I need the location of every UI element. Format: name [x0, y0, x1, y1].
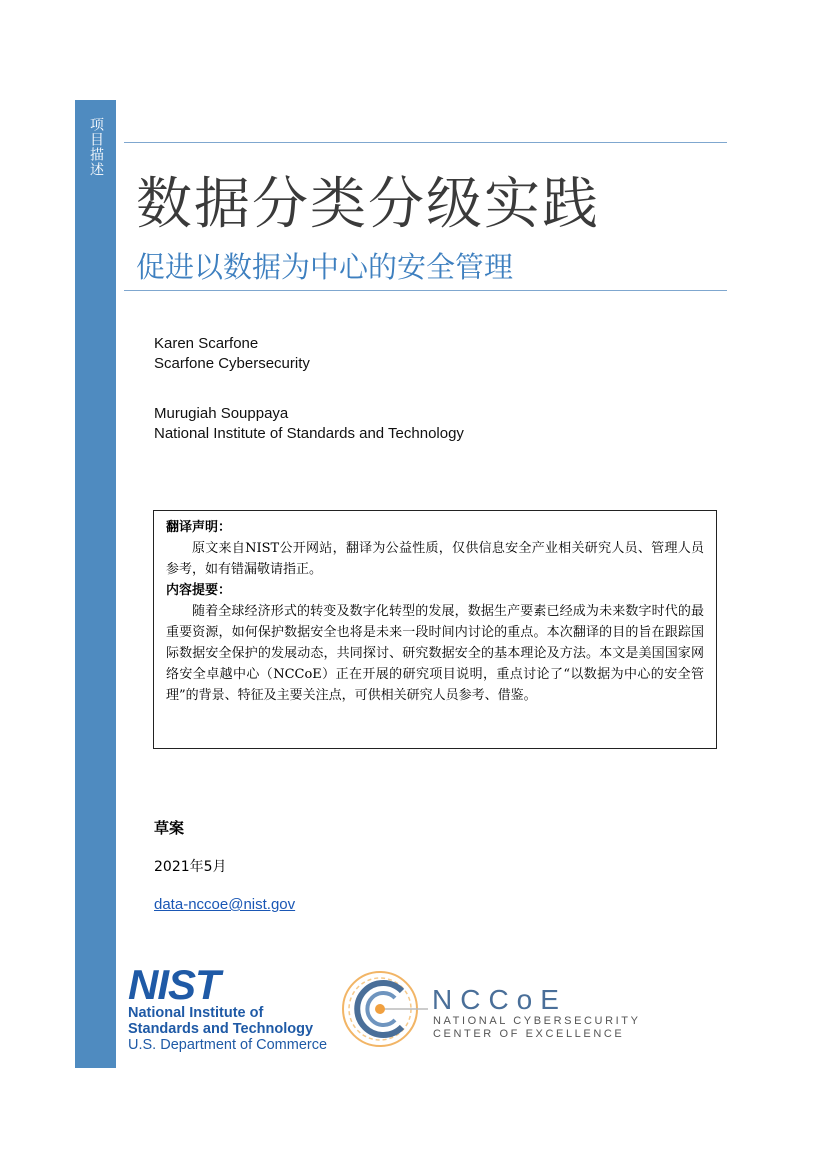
author-affiliation: Scarfone Cybersecurity	[154, 355, 310, 372]
translation-note-box	[153, 510, 717, 749]
author-block-2	[154, 404, 464, 444]
nccoe-emblem-icon	[340, 965, 430, 1055]
nccoe-name-line-2: CENTER OF EXCELLENCE	[433, 1028, 625, 1040]
document-subtitle: 促进以数据为中心的安全管理	[136, 250, 514, 284]
nccoe-name-line-1: NATIONAL CYBERSECURITY	[433, 1015, 641, 1027]
document-title: 数据分类分级实践	[136, 172, 600, 237]
nccoe-wordmark: NCCoE	[432, 984, 567, 1015]
title-rule-bottom	[124, 290, 727, 291]
contact-email-link[interactable]: data-nccoe@nist.gov	[154, 896, 296, 913]
summary-text: 随着全球经济形式的转变及数字化转型的发展，数据生产要素已经成为未来数字时代的最重要资源，如何保护数据安全也将是未来一段时间内讨论的重点。本次翻译的目的旨在跟踪国际数据安全保护的发展动态，共同探讨、研究数据安全的基本理论及方法。本文是美国国家网络安全卓越中心（NCCoE）正在开展的研究项目说明，重点讨论了“以数据为中心的安全管理”的背景、特征及主要关注点，可供相关研究人员参考、借鉴。	[166, 604, 704, 703]
summary-heading: 内容提要：	[166, 583, 232, 598]
nist-department: U.S. Department of Commerce	[128, 1037, 328, 1053]
author-block-1	[154, 334, 310, 374]
nccoe-logo	[340, 965, 640, 1055]
draft-status: 草案	[154, 819, 185, 837]
nist-name-line-1: National Institute of	[128, 1005, 264, 1021]
disclaimer-heading: 翻译声明：	[166, 520, 232, 535]
nist-name-line-2: Standards and Technology	[128, 1021, 314, 1037]
author-affiliation: National Institute of Standards and Technology	[154, 425, 464, 442]
author-name: Murugiah Souppaya	[154, 405, 289, 422]
nist-logo	[128, 961, 328, 1055]
sidebar-band	[75, 100, 116, 1068]
title-rule-top	[124, 142, 727, 143]
publication-date: 2021年5月	[154, 859, 227, 875]
nist-wordmark: NIST	[128, 961, 220, 1008]
sidebar-label: 项目描述	[88, 117, 104, 177]
disclaimer-text: 原文来自NIST公开网站，翻译为公益性质，仅供信息安全产业相关研究人员、管理人员参考，如有错漏敬请指正。	[166, 541, 704, 577]
author-name: Karen Scarfone	[154, 335, 259, 352]
